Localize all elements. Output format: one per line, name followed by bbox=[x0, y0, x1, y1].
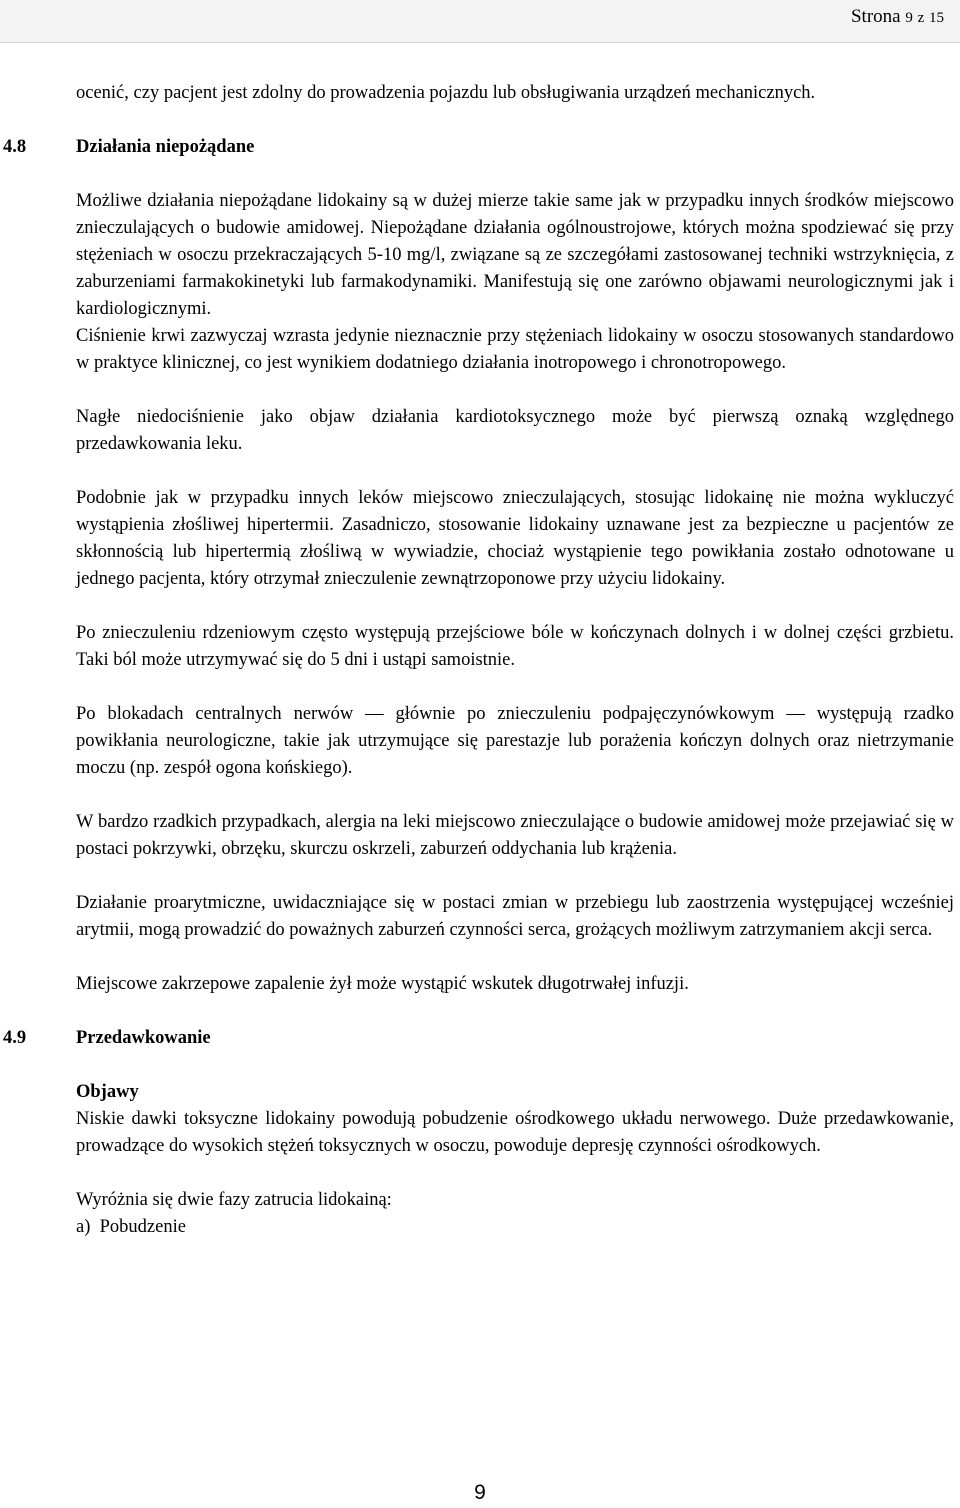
paragraph-neuro-complications: Po blokadach centralnych nerwów — głównie po znieczuleniu podpajęczynówkowym — występują rzadko powikłania neurologiczne, takie jak utrzymujące się parestazje lub porażenia kończyn dolnych oraz nietrzymanie moczu (np. zespół ogona końskiego). bbox=[76, 704, 954, 778]
page-number-footer: 9 bbox=[474, 1481, 486, 1504]
page-separator: z bbox=[917, 10, 925, 26]
section-number: 4.9 bbox=[3, 1028, 27, 1048]
section-4-9-heading bbox=[3, 1025, 954, 1052]
page-indicator bbox=[851, 6, 944, 28]
section-number: 4.8 bbox=[3, 137, 27, 157]
paragraph-toxic-doses: Niskie dawki toksyczne lidokainy powodują pobudzenie ośrodkowego układu nerwowego. Duże przedawkowanie, prowadzące do wysokich stężeń toksycznych w osoczu, powoduje depresję czynności ośrodkowych. bbox=[76, 1109, 954, 1156]
section-4-8-heading bbox=[3, 134, 954, 161]
page-total: 15 bbox=[929, 10, 944, 26]
section-title: Przedawkowanie bbox=[76, 1028, 211, 1048]
paragraph-thrombophlebitis: Miejscowe zakrzepowe zapalenie żył może wystąpić wskutek długotrwałej infuzji. bbox=[76, 974, 689, 994]
paragraph-blood-pressure: Ciśnienie krwi zazwyczaj wzrasta jedynie nieznacznie przy stężeniach lidokainy w osoczu stosowanych standardowo w praktyce klinicznej, co jest wynikiem dodatniego działania inotropowego i chronotropowego. bbox=[76, 326, 954, 373]
paragraph-adverse-general: Możliwe działania niepożądane lidokainy są w dużej mierze takie same jak w przypadku innych środków miejscowo znieczulających o budowie amidowej. Niepożądane działania ogólnoustrojowe, których można spodziewać się przy stężeniach w osoczu przekraczających 5-10 mg/l, związane są ze szczegółami zastosowanej techniki wstrzyknięcia, z zaburzeniami farmakokinetyki lub farmakodynamiki. Manifestują się one zarówno objawami neurologicznymi jak i kardiologicznymi. bbox=[76, 191, 954, 319]
document-body bbox=[3, 80, 954, 1241]
paragraph-spinal-pain: Po znieczuleniu rdzeniowym często występują przejściowe bóle w kończynach dolnych i w dolnej części grzbietu. Taki ból może utrzymywać się do 5 dni i ustąpi samoistnie. bbox=[76, 623, 954, 670]
list-item-excitation: a) Pobudzenie bbox=[76, 1217, 186, 1237]
paragraph-allergy: W bardzo rzadkich przypadkach, alergia na leki miejscowo znieczulające o budowie amidowej może przejawiać się w postaci pokrzywki, obrzęku, skurczu oskrzeli, zaburzeń oddychania lub krążenia. bbox=[76, 812, 954, 859]
paragraph-proarrhythmic: Działanie proarytmiczne, uwidaczniające się w postaci zmian w przebiegu lub zaostrzenia występującej wcześniej arytmii, mogą prowadzić do poważnych zaburzeń czynności serca, grożących możliwym zatrzymaniem akcji serca. bbox=[76, 893, 954, 940]
paragraph-hyperthermia: Podobnie jak w przypadku innych leków miejscowo znieczulających, stosując lidokainę nie można wykluczyć wystąpienia złośliwej hipertermii. Zasadniczo, stosowanie lidokainy uznawane jest za bezpieczne u pacjentów ze skłonnością lub hipertermią złośliwą w wywiadzie, chociaż wystąpienie tego powikłania zostało odnotowane u jednego pacjenta, który otrzymał znieczulenie zewnątrzoponowe przy użyciu lidokainy. bbox=[76, 488, 954, 589]
paragraph-phases: Wyróżnia się dwie fazy zatrucia lidokainą: bbox=[76, 1190, 392, 1210]
section-title: Działania niepożądane bbox=[76, 137, 255, 157]
page-current: 9 bbox=[905, 10, 913, 26]
paragraph-driving: ocenić, czy pacjent jest zdolny do prowadzenia pojazdu lub obsługiwania urządzeń mechanicznych. bbox=[76, 83, 816, 103]
subheading-symptoms: Objawy bbox=[76, 1082, 139, 1102]
page-prefix: Strona bbox=[850, 6, 901, 27]
paragraph-hypotension: Nagłe niedociśnienie jako objaw działania kardiotoksycznego może być pierwszą oznaką względnego przedawkowania leku. bbox=[76, 407, 954, 454]
page-header bbox=[0, 0, 960, 43]
